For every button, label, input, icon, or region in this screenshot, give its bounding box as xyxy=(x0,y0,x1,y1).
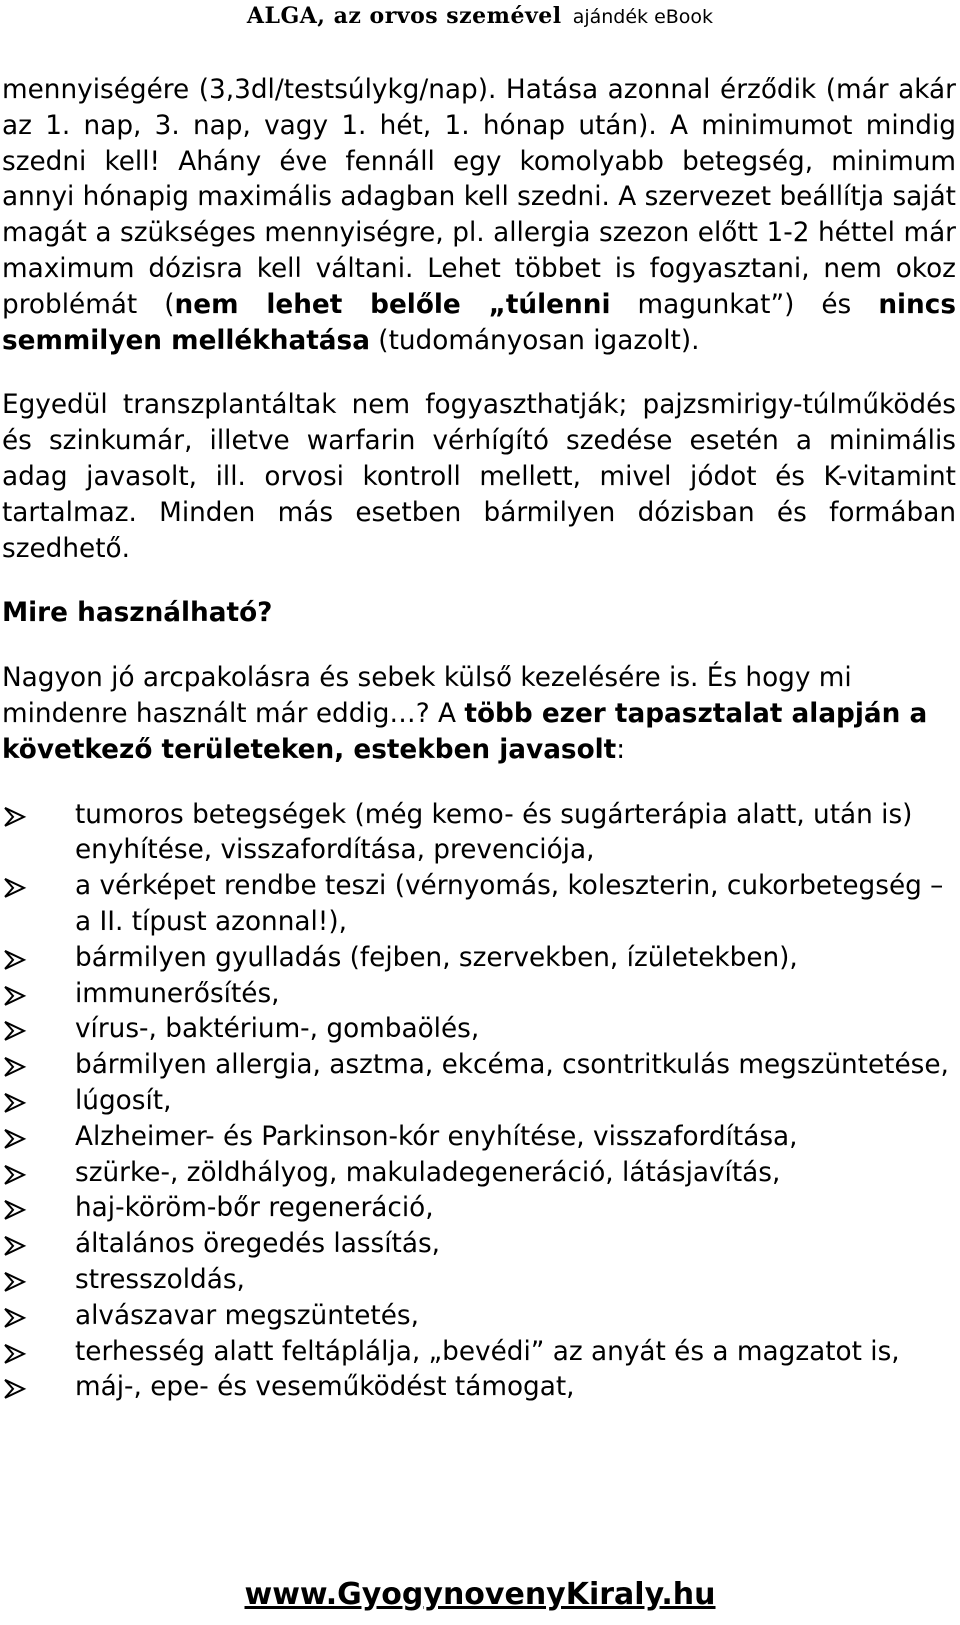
list-item-text: lúgosít, xyxy=(75,1085,172,1116)
arrow-bullet-icon xyxy=(2,1012,28,1048)
list-item-text: Alzheimer- és Parkinson-kór enyhítése, visszafordítása, xyxy=(75,1121,798,1152)
list-item-text: általános öregedés lassítás, xyxy=(75,1229,440,1260)
document-body xyxy=(2,73,956,1406)
arrow-bullet-icon xyxy=(2,1370,28,1406)
list-item-text: bármilyen gyulladás (fejben, szervekben, ízületekben), xyxy=(75,942,798,973)
paragraph-contraindications: Egyedül transzplantáltak nem fogyaszthatják; pajzsmirigy-túlműködés és szinkumár, illetve warfarin vérhígító szedése esetén a minimális adag javasolt, ill. orvosi kontroll mellett, mivel jódot és K-vitamint tartalmaz. Minden más esetben bármilyen dózisban és formában szedhető. xyxy=(2,390,956,564)
brand-subtitle: ajándék eBook xyxy=(572,6,714,28)
list-item xyxy=(2,977,956,1013)
list-item xyxy=(2,1263,956,1299)
arrow-bullet-icon xyxy=(2,1263,28,1299)
list-item-text: a vérképet rendbe teszi (vérnyomás, koleszterin, cukorbetegség – a II. típust azonnal!), xyxy=(75,871,944,937)
list-item xyxy=(2,1227,956,1263)
arrow-bullet-icon xyxy=(2,1227,28,1263)
uses-list xyxy=(2,798,956,1407)
list-item-text: stresszoldás, xyxy=(75,1264,245,1295)
list-item xyxy=(2,1191,956,1227)
arrow-bullet-icon xyxy=(2,1120,28,1156)
arrow-bullet-icon xyxy=(2,977,28,1013)
list-item-text: szürke-, zöldhályog, makuladegeneráció, látásjavítás, xyxy=(75,1157,781,1188)
arrow-bullet-icon xyxy=(2,1335,28,1371)
page-header xyxy=(0,2,960,32)
arrow-bullet-icon xyxy=(2,1048,28,1084)
list-item xyxy=(2,1370,956,1406)
bold-phrase: nem lehet belőle „túlenni xyxy=(174,289,611,320)
list-item-text: alvászavar megszüntetés, xyxy=(75,1300,419,1331)
arrow-bullet-icon xyxy=(2,869,28,905)
arrow-bullet-icon xyxy=(2,1084,28,1120)
list-item xyxy=(2,1084,956,1120)
page-footer xyxy=(0,1577,960,1612)
website-link[interactable]: www.GyogynovenyKiraly.hu xyxy=(244,1577,716,1612)
list-item xyxy=(2,1012,956,1048)
list-item xyxy=(2,798,956,870)
list-item-text: bármilyen allergia, asztma, ekcéma, csontritkulás megszüntetése, xyxy=(75,1050,949,1081)
list-item-text: tumoros betegségek (még kemo- és sugárterápia alatt, után is) enyhítése, visszafordítása, prevenciója, xyxy=(75,799,913,866)
list-item-text: terhesség alatt feltáplálja, „bevédi” az anyát és a magzatot is, xyxy=(75,1336,900,1367)
arrow-bullet-icon xyxy=(2,1156,28,1192)
list-item xyxy=(2,941,956,977)
list-item-text: immunerősítés, xyxy=(75,978,280,1009)
bold-phrase: nincs semmilyen mellékhatása xyxy=(2,289,957,356)
list-item xyxy=(2,1156,956,1192)
list-item xyxy=(2,1299,956,1335)
list-item xyxy=(2,1335,956,1371)
bold-phrase: több ezer tapasztalat alapján a következő területeken, estekben javasolt xyxy=(2,698,928,765)
paragraph-uses: Nagyon jó arcpakolásra és sebek külső kezelésére is. És hogy mi mindenre használt már eddig…? A több ezer tapasztalat alapján a következő területeken, estekben javasolt: xyxy=(2,663,928,765)
arrow-bullet-icon xyxy=(2,941,28,977)
brand-title: ALGA, az orvos szemével xyxy=(246,3,562,29)
list-item xyxy=(2,1120,956,1156)
arrow-bullet-icon xyxy=(2,1191,28,1227)
arrow-bullet-icon xyxy=(2,798,28,834)
paragraph-dosage: mennyiségére (3,3dl/testsúlykg/nap). Hatása azonnal érződik (már akár az 1. nap, 3. nap, vagy 1. hét, 1. hónap után). A minimumot mindig szedni kell! Ahány éve fennáll egy komolyabb betegség, minimum annyi hónapig maximális adagban kell szedni. A szervezet beállítja saját magát a szükséges mennyiségre, pl. allergia szezon előtt 1-2 héttel már maximum dózisra kell váltani. Lehet többet is fogyasztani, nem okoz problémát (nem lehet belőle „túlenni magunkat”) és nincs semmilyen mellékhatása (tudományosan igazolt). xyxy=(2,75,957,356)
list-item xyxy=(2,869,956,941)
list-item-text: máj-, epe- és veseműködést támogat, xyxy=(75,1372,575,1403)
section-heading: Mire használható? xyxy=(2,598,273,629)
arrow-bullet-icon xyxy=(2,1299,28,1335)
list-item-text: haj-köröm-bőr regeneráció, xyxy=(75,1193,434,1224)
list-item xyxy=(2,1048,956,1084)
list-item-text: vírus-, baktérium-, gombaölés, xyxy=(75,1014,480,1045)
